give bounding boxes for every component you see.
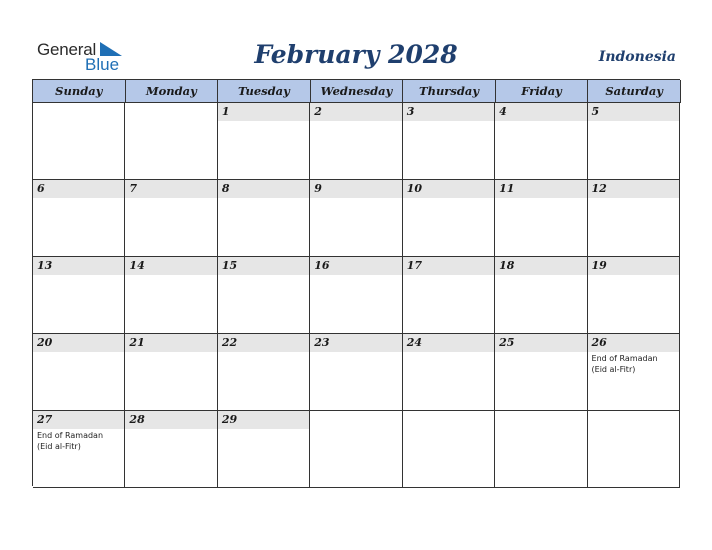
day-number: 26 bbox=[591, 336, 607, 349]
day-cell bbox=[495, 411, 587, 488]
weekday-monday: Monday bbox=[126, 80, 219, 103]
day-cell bbox=[125, 180, 217, 257]
day-number: 1 bbox=[221, 105, 230, 118]
day-cell bbox=[218, 334, 310, 411]
calendar-weeks bbox=[33, 103, 680, 488]
day-cell bbox=[125, 257, 217, 334]
day-cell bbox=[125, 103, 217, 180]
day-number: 11 bbox=[499, 182, 515, 195]
day-number: 15 bbox=[221, 259, 238, 272]
day-number: 19 bbox=[591, 259, 607, 272]
day-number: 25 bbox=[499, 336, 515, 349]
day-number: 5 bbox=[591, 105, 600, 118]
date-band bbox=[125, 180, 216, 198]
day-number: 21 bbox=[129, 336, 145, 349]
holiday-note: End of Ramadan (Eid al-Fitr) bbox=[37, 431, 104, 451]
day-cell bbox=[403, 180, 495, 257]
day-cell bbox=[310, 411, 402, 488]
day-cell bbox=[588, 411, 680, 488]
day-number: 13 bbox=[37, 259, 53, 272]
day-cell bbox=[125, 334, 217, 411]
day-cell bbox=[310, 180, 402, 257]
day-number: 17 bbox=[406, 259, 422, 272]
day-cell bbox=[495, 334, 587, 411]
day-number: 20 bbox=[37, 336, 53, 349]
weekday-friday: Friday bbox=[496, 80, 589, 103]
day-cell bbox=[218, 411, 310, 488]
calendar-header bbox=[0, 0, 712, 78]
day-number: 10 bbox=[406, 182, 422, 195]
day-cell bbox=[310, 334, 402, 411]
day-number: 3 bbox=[406, 105, 415, 118]
day-number: 8 bbox=[221, 182, 230, 195]
day-number: 22 bbox=[221, 336, 238, 349]
day-cell bbox=[218, 257, 310, 334]
holiday-note: End of Ramadan (Eid al-Fitr) bbox=[591, 354, 658, 374]
day-cell bbox=[588, 103, 680, 180]
day-cell bbox=[218, 180, 310, 257]
calendar-week-row bbox=[33, 180, 680, 257]
date-band bbox=[588, 103, 679, 121]
day-cell bbox=[588, 180, 680, 257]
weekday-saturday: Saturday bbox=[588, 80, 681, 103]
day-cell bbox=[495, 180, 587, 257]
day-cell bbox=[495, 103, 587, 180]
date-band bbox=[310, 103, 401, 121]
day-cell bbox=[403, 411, 495, 488]
calendar-week-row bbox=[33, 411, 680, 488]
day-number: 23 bbox=[314, 336, 330, 349]
calendar-week-row bbox=[33, 334, 680, 411]
day-number: 2 bbox=[314, 105, 322, 118]
day-cell bbox=[33, 334, 125, 411]
day-cell bbox=[403, 334, 495, 411]
day-cell bbox=[495, 257, 587, 334]
date-band bbox=[218, 103, 309, 121]
weekday-tuesday: Tuesday bbox=[218, 80, 311, 103]
day-cell bbox=[218, 103, 310, 180]
day-cell bbox=[588, 334, 680, 411]
date-band bbox=[403, 103, 494, 121]
day-cell bbox=[310, 103, 402, 180]
day-cell bbox=[125, 411, 217, 488]
date-band bbox=[495, 103, 586, 121]
day-number: 16 bbox=[314, 259, 330, 272]
calendar-week-row bbox=[33, 103, 680, 180]
country-label: Indonesia bbox=[598, 49, 676, 65]
logo-text-blue: Blue bbox=[85, 55, 120, 74]
day-number: 6 bbox=[37, 182, 45, 195]
date-band bbox=[218, 180, 309, 198]
day-number: 12 bbox=[591, 182, 607, 195]
day-number: 29 bbox=[221, 413, 238, 426]
day-cell bbox=[588, 257, 680, 334]
day-number: 9 bbox=[314, 182, 322, 195]
day-cell bbox=[403, 257, 495, 334]
weekday-sunday: Sunday bbox=[33, 80, 126, 103]
calendar-week-row bbox=[33, 257, 680, 334]
day-cell bbox=[33, 180, 125, 257]
weekday-thursday: Thursday bbox=[403, 80, 496, 103]
date-band bbox=[33, 180, 124, 198]
day-number: 28 bbox=[129, 413, 145, 426]
date-band bbox=[310, 180, 401, 198]
day-cell bbox=[33, 411, 125, 488]
day-number: 14 bbox=[129, 259, 145, 272]
day-number: 7 bbox=[129, 182, 138, 195]
day-number: 24 bbox=[406, 336, 422, 349]
weekday-wednesday: Wednesday bbox=[311, 80, 404, 103]
day-cell bbox=[403, 103, 495, 180]
page-title: February 2028 bbox=[254, 40, 458, 69]
day-cell bbox=[33, 103, 125, 180]
day-number: 27 bbox=[37, 413, 53, 426]
calendar-grid bbox=[32, 79, 680, 486]
logo-text-general: General bbox=[37, 40, 97, 59]
day-cell bbox=[33, 257, 125, 334]
weekday-header-row bbox=[33, 80, 680, 103]
day-cell bbox=[310, 257, 402, 334]
day-number: 4 bbox=[499, 105, 507, 118]
day-number: 18 bbox=[499, 259, 515, 272]
